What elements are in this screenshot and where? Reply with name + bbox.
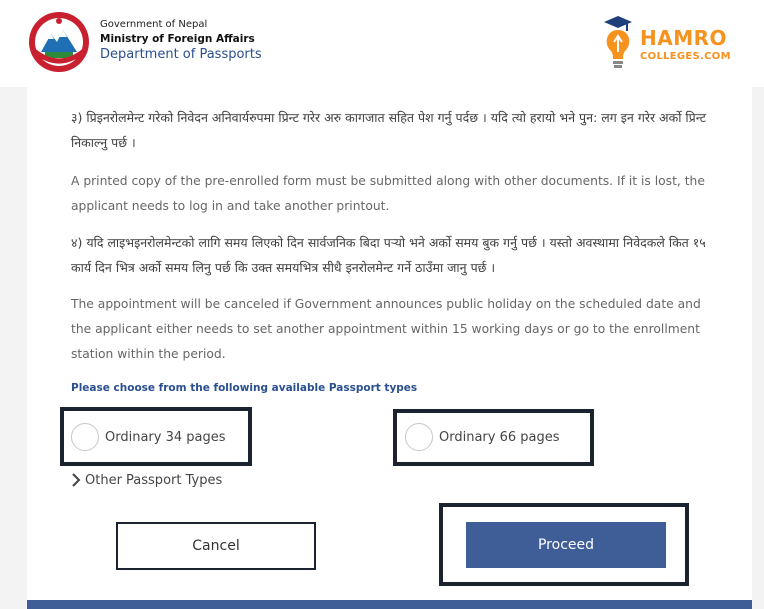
- other-passport-types-link[interactable]: [70, 472, 222, 488]
- brand-domain: COLLEGES.COM: [640, 51, 731, 62]
- chevron-right-icon: [70, 472, 82, 488]
- option-66-label: Ordinary 66 pages: [439, 429, 560, 445]
- option-34-label: Ordinary 34 pages: [105, 429, 226, 445]
- radio-34-pages[interactable]: [71, 423, 99, 451]
- footer-bar: [27, 600, 752, 609]
- instruction-3-english: A printed copy of the pre-enrolled form must be submitted along with other documents. If it is lost, the applicant needs to log in and take another printout.: [71, 174, 705, 213]
- instruction-3-nepali: ३) प्रिइनरोलमेन्ट गरेको निवेदन अनिवार्यरुपमा प्रिन्ट गरेर अरु कागजात सहित पेश गर्नु पर्दछ । यदि त्यो हरायो भने पुन: लग इन गरेर अर्को प्रिन्ट निकाल्नु पर्छ ।: [71, 110, 706, 150]
- radio-66-pages[interactable]: [405, 423, 433, 451]
- passport-option-66[interactable]: [405, 423, 560, 451]
- proceed-button[interactable]: Proceed: [466, 522, 666, 568]
- cancel-button[interactable]: Cancel: [116, 522, 316, 570]
- ministry-label: Ministry of Foreign Affairs: [100, 33, 255, 45]
- organization-name: [100, 18, 262, 64]
- department-label: Department of Passports: [100, 47, 262, 62]
- government-label: Government of Nepal: [100, 19, 208, 30]
- nepal-emblem-icon: [27, 10, 91, 74]
- passport-option-34[interactable]: [71, 423, 226, 451]
- instruction-4-nepali: ४) यदि लाइभइनरोलमेन्टको लागि समय लिएको दिन सार्वजनिक बिदा पर्‍यो भने अर्को समय बुक गर्नु पर्छ । यस्तो अवस्थामा निवेदकले कित १५ कार्य दिन भित्र अर्को समय लिनु पर्छ कि उक्त समयभित्र सीधै इनरोलमेन्ट गर्ने ठाउँमा जानु पर्छ ।: [71, 235, 706, 275]
- brand-name: HAMRO: [640, 26, 728, 50]
- passport-type-prompt: Please choose from the following available Passport types: [71, 382, 418, 394]
- other-passport-types-label: Other Passport Types: [85, 472, 223, 488]
- instruction-4-english: The appointment will be canceled if Government announces public holiday on the scheduled date and the applicant either needs to set another appointment within 15 working days or go to the enrollment station within the period.: [71, 297, 701, 361]
- site-header: [0, 0, 764, 87]
